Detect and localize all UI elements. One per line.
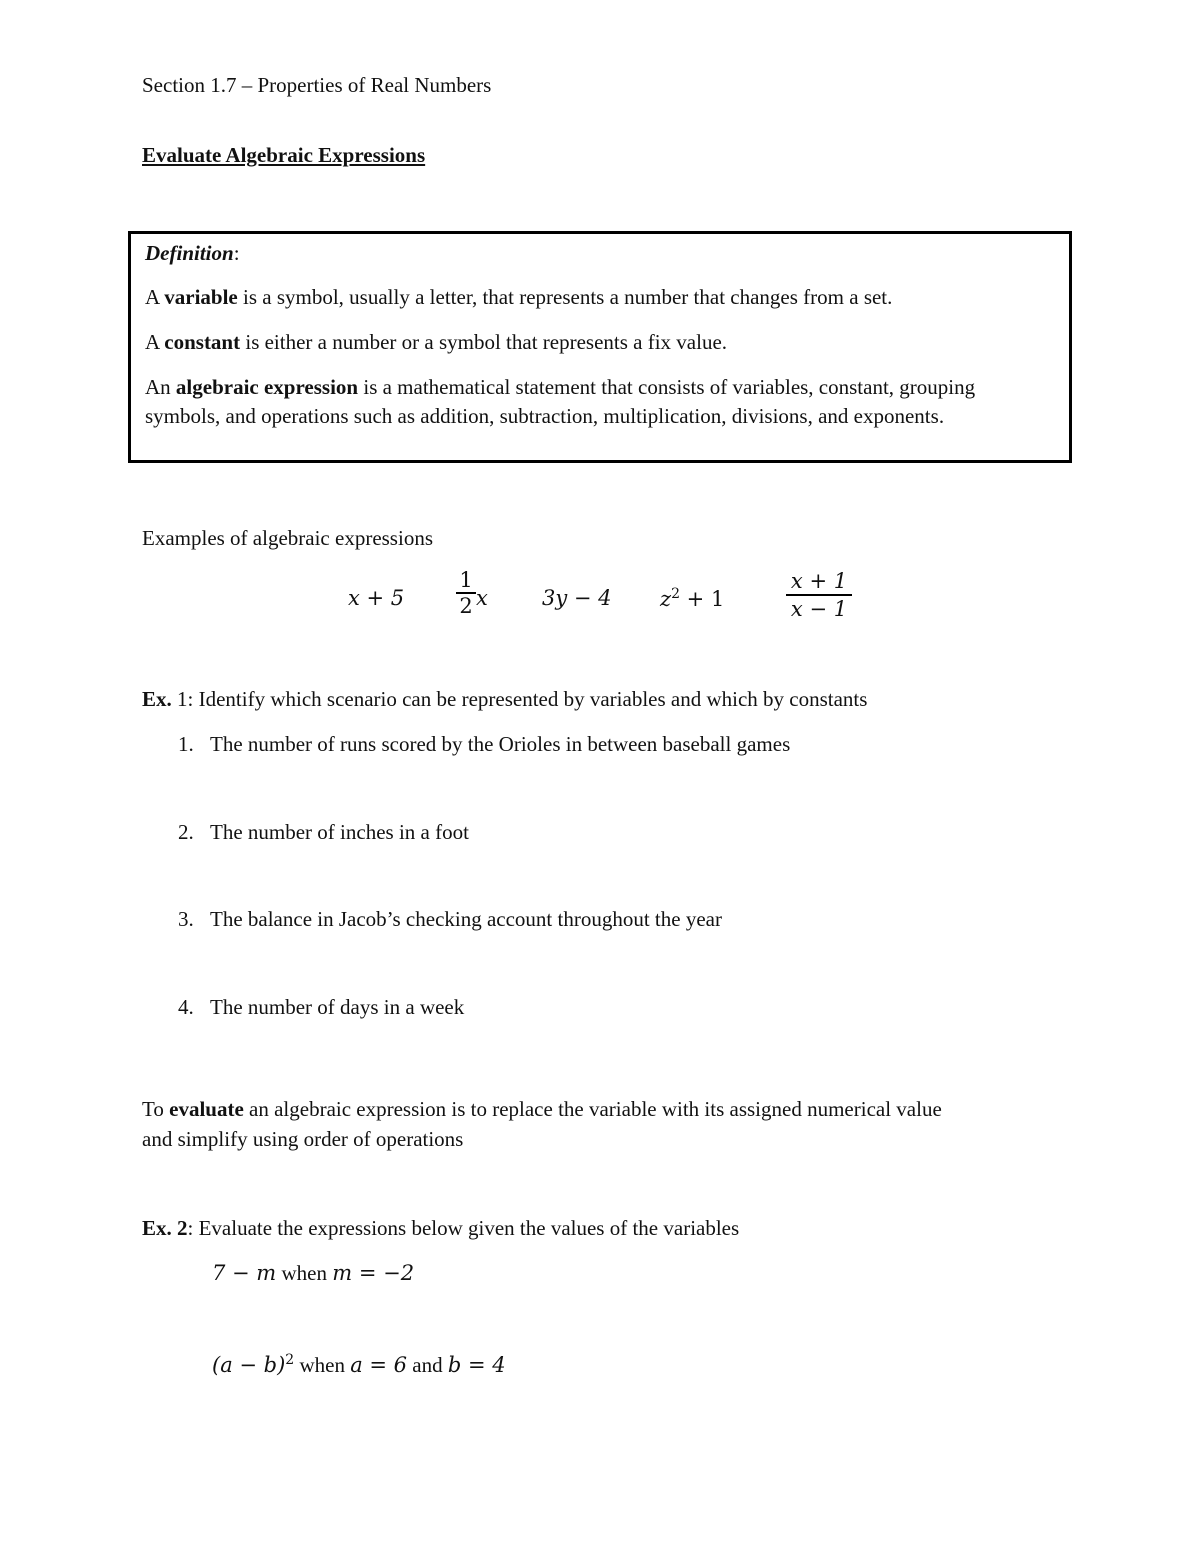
ex1-prompt: Ex. 1: Identify which scenario can be represented by variables and which by constants — [142, 687, 868, 711]
definition-box — [128, 231, 1072, 463]
ex1-item-1: 1. The number of runs scored by the Orioles in between baseball games — [178, 732, 791, 756]
example-expression-3: 3y − 4 — [542, 586, 612, 610]
example-expression-2-variable: x — [476, 586, 488, 610]
definition-constant: A constant is either a number or a symbol that represents a fix value. — [145, 330, 728, 354]
section-header: Section 1.7 – Properties of Real Numbers — [142, 73, 492, 97]
example-expression-2-fraction: $\frac{1}{2}$ — [456, 568, 476, 618]
definition-expression: An algebraic expression is a mathematical statement that consists of variables, constant, grouping symbols, and operations such as addition, subtraction, multiplication, divisions, and exponents. — [145, 375, 976, 428]
definition-title: Definition: — [145, 241, 240, 265]
ex2-problem-1: 7 − m when m = −2 — [212, 1261, 415, 1285]
examples-intro: Examples of algebraic expressions — [142, 526, 433, 550]
ex2-prompt: Ex. 2: Evaluate the expressions below given the values of the variables — [142, 1216, 740, 1240]
evaluate-definition-line-2: and simplify using order of operations — [142, 1127, 464, 1151]
definition-variable: A variable is a symbol, usually a letter, that represents a number that changes from a set. — [145, 285, 893, 309]
ex2-problem-2: $(a - b)^2$ when a = 6 and b = 4 — [212, 1352, 506, 1377]
ex1-item-3: 3. The balance in Jacob’s checking account throughout the year — [178, 907, 722, 931]
ex1-item-2: 2. The number of inches in a foot — [178, 820, 469, 844]
example-expression-1: x + 5 — [348, 586, 405, 610]
example-expression-4: $z^2 + 1$ — [660, 586, 725, 611]
ex1-item-4: 4. The number of days in a week — [178, 995, 465, 1019]
evaluate-definition-line-1: To evaluate an algebraic expression is to replace the variable with its assigned numerical value — [142, 1097, 942, 1121]
page-heading: Evaluate Algebraic Expressions — [142, 143, 426, 167]
example-expression-5-fraction: $\frac{x + 1}{x - 1}$ — [786, 568, 852, 622]
